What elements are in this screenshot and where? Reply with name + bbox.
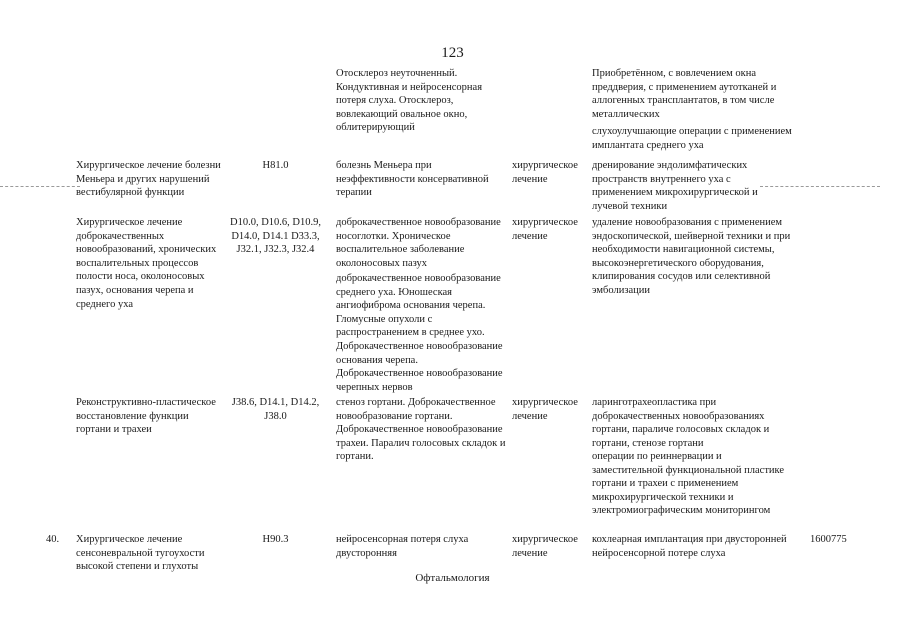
code-cell: D10.0, D10.6, D10.9, D14.0, D14.1 D33.3, J32.1, J32.3, J32.4	[230, 217, 321, 256]
row-number: 40.	[46, 534, 60, 545]
model-cell: болезнь Меньера при неэффективности консервативной терапии	[336, 160, 489, 199]
section-title: Офтальмология	[415, 572, 490, 584]
method-cell: кохлеарная имплантация при двусторонней нейросенсорной потере слуха	[592, 534, 787, 559]
code-cell: H81.0	[262, 160, 289, 171]
treatment-type-cell: хирургическое лечение	[512, 534, 578, 559]
treatment-type-cell: хирургическое лечение	[512, 160, 578, 185]
model-cell: доброкачественное новообразование среднего уха. Юношеская ангиофиброма основания черепа. Гломусные опухоли с распространением в среднее ухо. Доброкачественное новообразование основания черепа. Доброкачественное новообразование черепных нервов	[336, 273, 503, 393]
price-cell: 1600775	[810, 534, 847, 545]
code-cell: J38.6, D14.1, D14.2, J38.0	[231, 397, 320, 422]
code-cell: H90.3	[262, 534, 289, 545]
model-cell: стеноз гортани. Доброкачественное новообразование гортани. Доброкачественное новообразование трахеи. Паралич голосовых складок и гортани.	[336, 397, 506, 463]
model-cell: доброкачественное новообразование носоглотки. Хроническое воспалительное заболевание околоносовых пазух	[336, 217, 501, 269]
page-number: 123	[441, 45, 464, 61]
name-cell: Хирургическое лечение сенсоневральной тугоухости высокой степени и глухоты	[76, 534, 205, 573]
method-cell: слухоулучшающие операции с применением имплантата среднего уха	[592, 126, 792, 151]
name-cell: Реконструктивно-пластическое восстановление функции гортани и трахеи	[76, 397, 216, 436]
scan-artifact-left	[0, 186, 80, 188]
method-cell: удаление новообразования с применением эндоскопической, шейверной техники и при необходимости навигационной системы, высокоэнергетического оборудования, клипирования сосудов или селективной эмболизации	[592, 217, 791, 296]
model-cell: нейросенсорная потеря слуха двусторонняя	[336, 534, 469, 559]
method-cell: операции по реиннервации и заместительной функциональной пластике гортани и трахеи с применением микрохирургической техники и электромиографическим мониторингом	[592, 451, 785, 517]
treatment-type-cell: хирургическое лечение	[512, 217, 578, 242]
name-cell: Хирургическое лечение болезни Меньера и других нарушений вестибулярной функции	[76, 160, 221, 199]
method-cell: Приобретённом, с вовлечением окна преддверия, с применением аутотканей и аллогенных трансплантатов, в том числе металлических	[592, 68, 777, 120]
method-cell: ларинготрахеопластика при доброкачественных новообразованиях гортани, параличе голосовых складок и гортани, стенозе гортани	[592, 397, 770, 449]
treatment-type-cell: хирургическое лечение	[512, 397, 578, 422]
model-cell: Отосклероз неуточненный. Кондуктивная и нейросенсорная потеря слуха. Отосклероз, вовлекающий овальное окно, облитерирующий	[336, 68, 483, 134]
method-cell: дренирование эндолимфатических пространств внутреннего уха с применением микрохирургической и лучевой техники	[592, 160, 758, 212]
name-cell: Хирургическое лечение доброкачественных новообразований, хронических воспалительных процессов полости носа, околоносовых пазух, основания черепа и среднего уха	[76, 217, 217, 310]
